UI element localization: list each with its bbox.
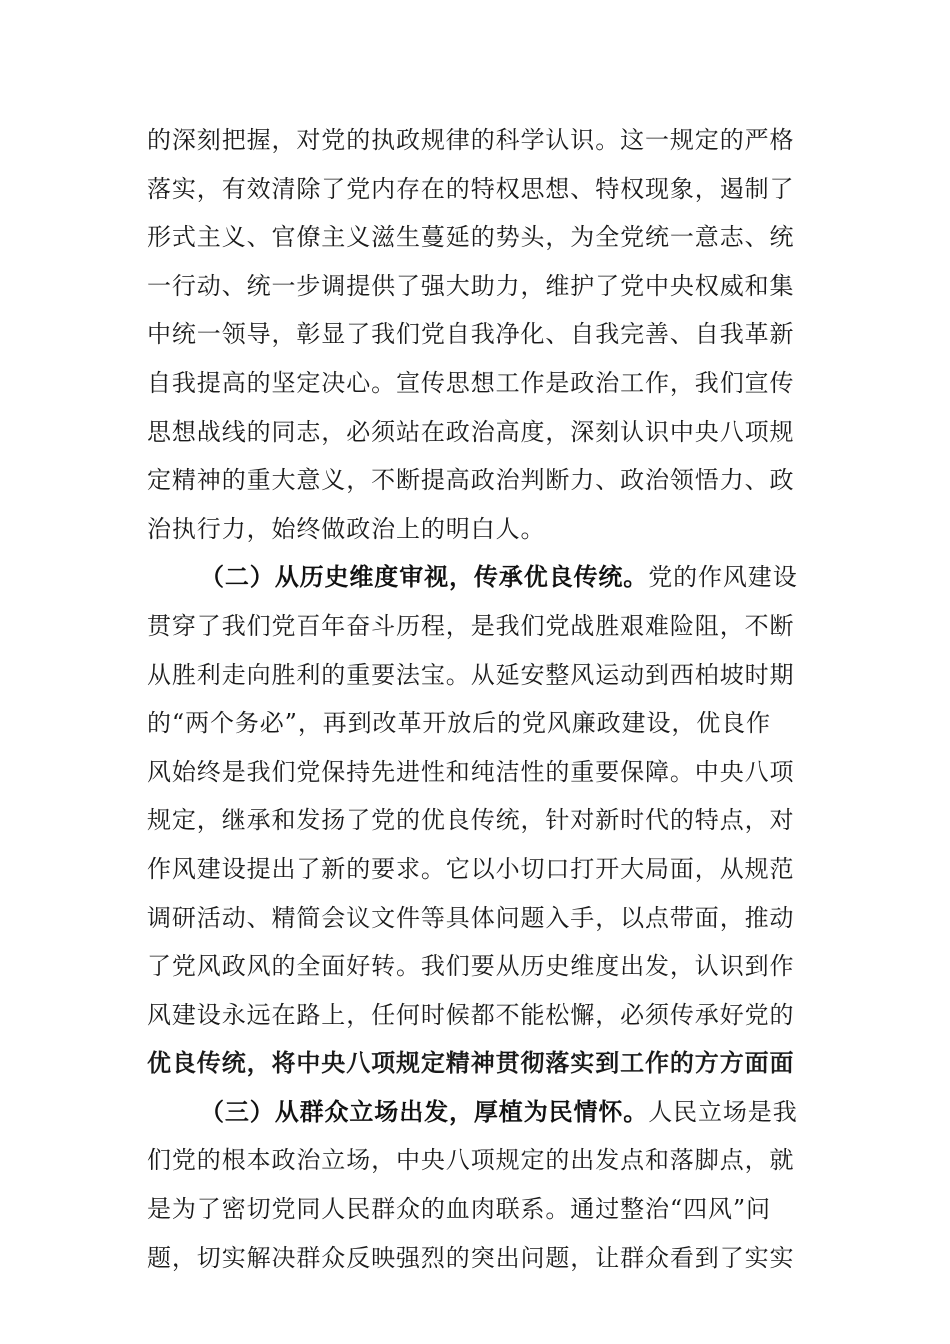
text-line: 一行动、统一步调提供了强大助力，维护了党中央权威和集: [147, 271, 795, 300]
text-line: 自我提高的坚定决心。宣传思想工作是政治工作，我们宣传: [147, 368, 795, 397]
section-heading-3: （三）从群众立场出发，厚植为民情怀。: [200, 1096, 649, 1126]
text-line: 的“两个务必”，再到改革开放后的党风廉政建设，优良作: [147, 709, 771, 738]
text-line: 治执行力，始终做政治上的明白人。: [147, 514, 546, 543]
text-line: [147, 1088, 807, 1137]
heading-continuation: 人民立场是我: [648, 1097, 798, 1126]
paragraph-people-stance: [147, 1088, 807, 1282]
section-heading-2: （二）从历史维度审视，传承优良传统。: [200, 562, 649, 592]
text-line: [147, 553, 807, 602]
text-line: 规定，继承和发扬了党的优良传统，针对新时代的特点，对: [147, 806, 795, 835]
paragraph-political-significance: [147, 116, 807, 553]
document-body: [147, 116, 807, 1282]
text-line: 思想战线的同志，必须站在政治高度，深刻认识中央八项规: [147, 417, 795, 446]
paragraph-historical-dimension: [147, 553, 807, 1088]
text-line: 定精神的重大意义，不断提高政治判断力、政治领悟力、政: [147, 466, 795, 495]
text-line: 是为了密切党同人民群众的血肉联系。通过整治“四风”问: [147, 1195, 771, 1224]
text-line: 了党风政风的全面好转。我们要从历史维度出发，认识到作: [147, 952, 795, 981]
text-line: 中统一领导，彰显了我们党自我净化、自我完善、自我革新: [147, 320, 795, 349]
text-line-emphasis: 优良传统，将中央八项规定精神贯彻落实到工作的方方面面: [147, 1048, 795, 1078]
text-line: 贯穿了我们党百年奋斗历程，是我们党战胜艰难险阻，不断: [147, 611, 795, 640]
text-line: 落实，有效清除了党内存在的特权思想、特权现象，遏制了: [147, 174, 795, 203]
text-line: 风始终是我们党保持先进性和纯洁性的重要保障。中央八项: [147, 757, 795, 786]
text-line: 题，切实解决群众反映强烈的突出问题，让群众看到了实实: [147, 1243, 795, 1272]
text-line: 风建设永远在路上，任何时候都不能松懈，必须传承好党的: [147, 1000, 795, 1029]
text-line: 的深刻把握，对党的执政规律的科学认识。这一规定的严格: [147, 126, 795, 154]
text-line: 们党的根本政治立场，中央八项规定的出发点和落脚点，就: [147, 1146, 795, 1175]
text-line: 作风建设提出了新的要求。它以小切口打开大局面，从规范: [147, 854, 795, 883]
text-line: 形式主义、官僚主义滋生蔓延的势头，为全党统一意志、统: [147, 223, 795, 252]
text-line: 调研活动、精简会议文件等具体问题入手，以点带面，推动: [147, 903, 795, 932]
heading-continuation: 党的作风建设: [648, 563, 798, 592]
text-line: 从胜利走向胜利的重要法宝。从延安整风运动到西柏坡时期: [147, 660, 795, 689]
